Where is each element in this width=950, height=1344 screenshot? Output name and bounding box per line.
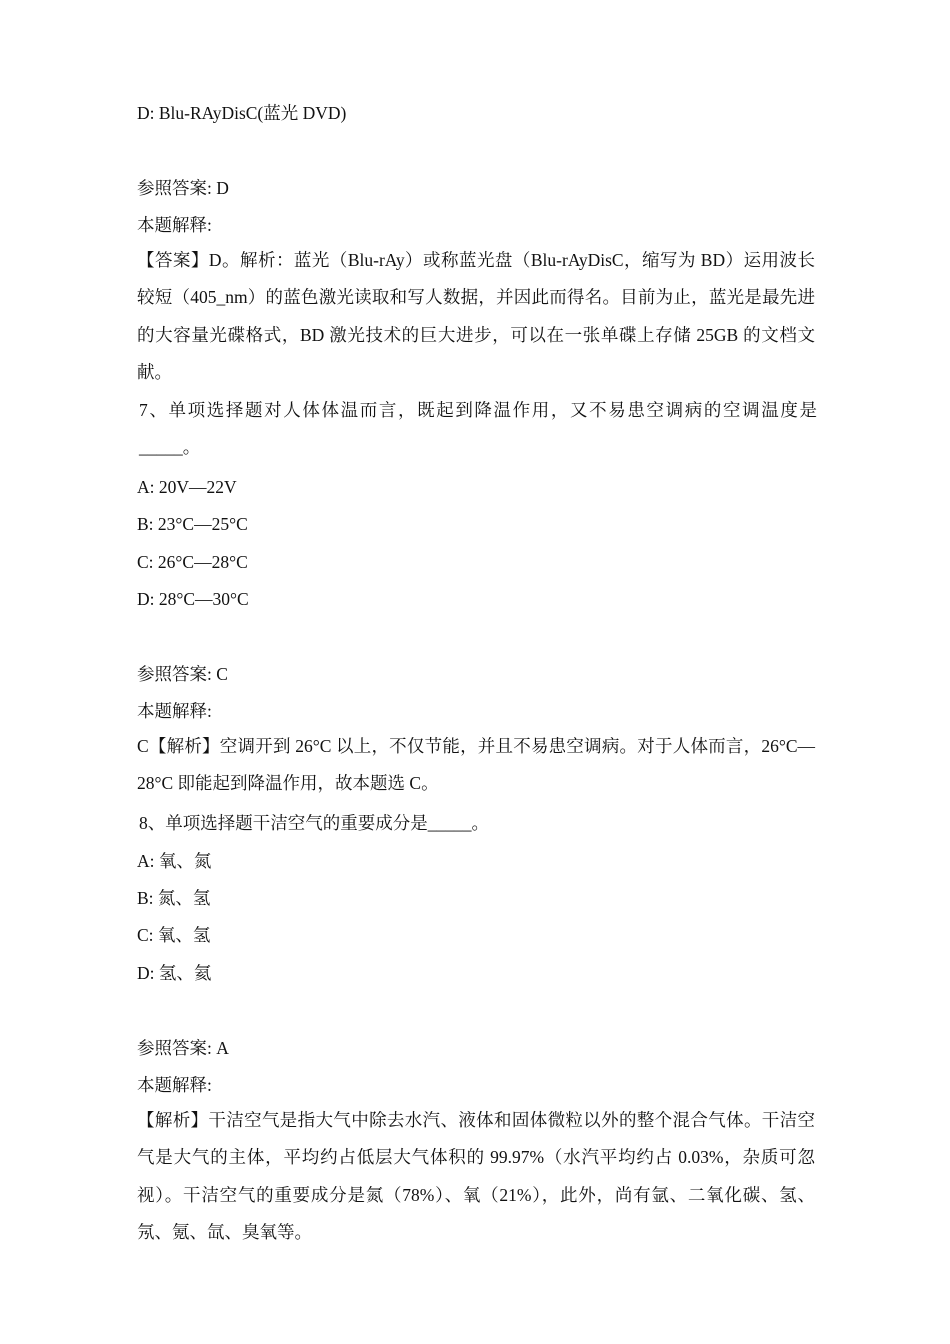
q7-option-d: D: 28°C—30°C (137, 589, 249, 609)
q8-option-a: A: 氧、氮 (137, 851, 212, 871)
q7-question: 7、单项选择题对人体体温而言，既起到降温作用，又不易患空调病的空调温度是_____。 (139, 400, 817, 458)
q7-option-b: B: 23°C—25°C (137, 514, 248, 534)
q7-explanation: C【解析】空调开到 26°C 以上，不仅节能，并且不易患空调病。对于人体而言，26°C—28°C 即能起到降温作用，故本题选 C。 (137, 736, 815, 794)
q6-explain-label: 本题解释: (137, 215, 212, 235)
q8-option-b: B: 氮、氢 (137, 888, 211, 908)
q8-question: 8、单项选择题干洁空气的重要成分是_____。 (139, 813, 489, 833)
q8-explanation: 【解析】干洁空气是指大气中除去水汽、液体和固体微粒以外的整个混合气体。干洁空气是大气的主体，平均约占低层大气体积的 99.97%（水汽平均约占 0.03%，杂质可忽视）。干洁空气的重要成分是氮（78%）、氧（21%），此外，尚有氩、二氧化碳、氢、氖、氪、氙、臭氧等。 (137, 1110, 815, 1243)
q8-answer: 参照答案: A (137, 1038, 229, 1058)
q7-option-c: C: 26°C—28°C (137, 552, 248, 572)
q8-explain-label: 本题解释: (137, 1075, 212, 1095)
q8-option-c: C: 氧、氢 (137, 925, 211, 945)
q6-explanation: 【答案】D。解析：蓝光（Blu-rAy）或称蓝光盘（Blu-rAyDisC，缩写为 BD）运用波长较短（405_nm）的蓝色激光读取和写人数据，并因此而得名。目前为止，蓝光是最先进的大容量光碟格式，BD 激光技术的巨大进步，可以在一张单碟上存储 25GB 的文档文献。 (137, 250, 815, 383)
q6-option-d: D: Blu-RAyDisC(蓝光 DVD) (137, 103, 347, 123)
q7-answer: 参照答案: C (137, 664, 228, 684)
q6-answer: 参照答案: D (137, 178, 229, 198)
q7-option-a: A: 20V—22V (137, 477, 237, 497)
q7-explain-label: 本题解释: (137, 701, 212, 721)
q8-option-d: D: 氢、氦 (137, 963, 212, 983)
